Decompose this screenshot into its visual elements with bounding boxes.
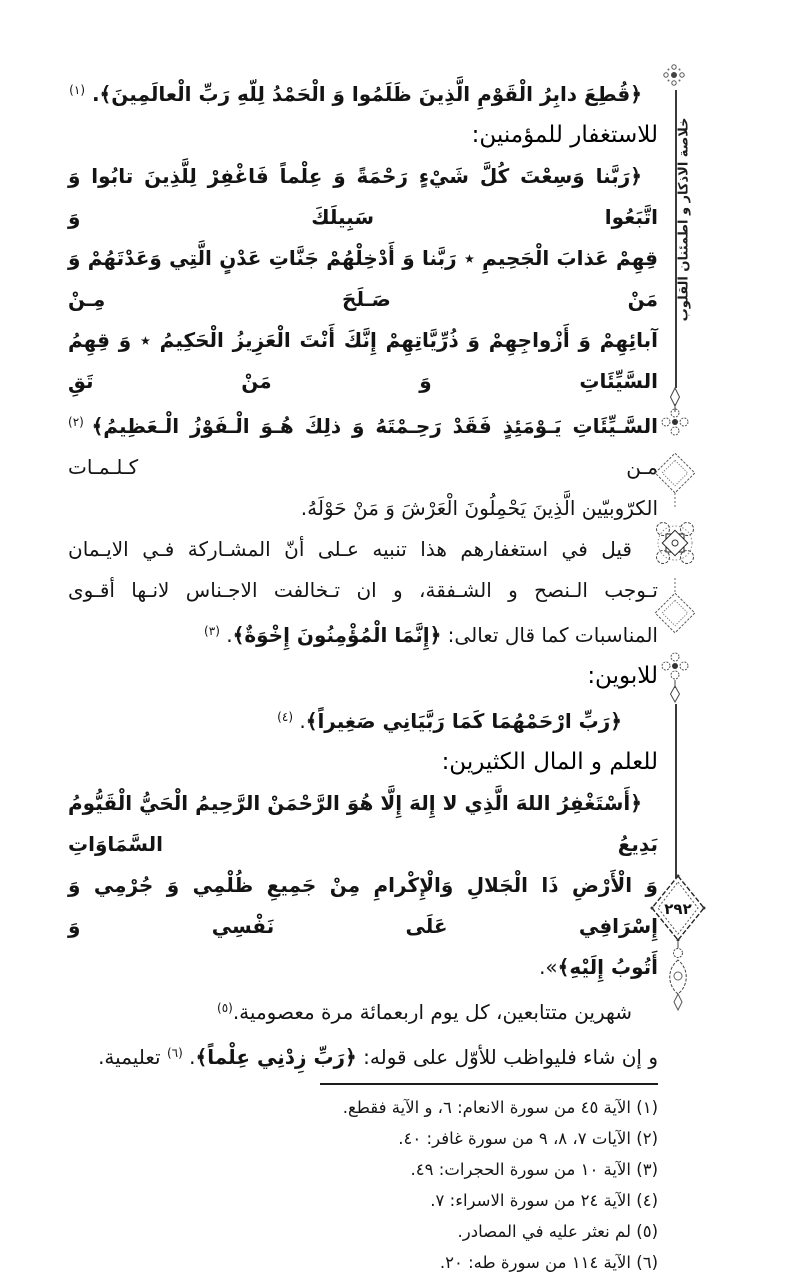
text-run-plain: شهرين متتابعين، كل يوم اربعمائة مرة معصومية. — [232, 1000, 632, 1024]
main-text-block — [68, 70, 658, 1278]
prose-karubiyyin — [68, 488, 658, 529]
verse-ghafir-1 — [68, 156, 658, 238]
page-number: ٢٩٢ — [664, 900, 692, 918]
heading-ilm-mal — [68, 742, 658, 783]
text-run-sup: (٢) — [68, 415, 92, 429]
text-run-plain: مـن كـلـمـات — [68, 455, 658, 479]
arabesque-chain-icon — [654, 388, 696, 704]
verse-destruction — [68, 70, 658, 115]
text-run-plain: الكرّوبيّين — [575, 496, 658, 520]
text-run-plain: و إن شاء فليواظب للأوّل على قوله: — [356, 1045, 658, 1069]
running-side-title: خلاصة الاذكار و اطمئنان القلوب — [676, 117, 692, 322]
text-run-plain: . — [219, 623, 233, 647]
heading-istighfar-muminin — [68, 115, 658, 156]
text-run-verse: ﴿قُطِعَ دابِرُ الْقَوْمِ الَّذِينَ ظَلَمُوا وَ الْحَمْدُ لِلّهِ رَبِّ الْعالَمِينَ﴾. — [85, 82, 642, 106]
prose-qila-2 — [68, 570, 658, 611]
text-run-plain: الَّذِينَ يَحْمِلُونَ الْعَرْشَ وَ مَنْ حَوْلَهُ. — [300, 496, 576, 520]
top-finial-icon — [661, 62, 687, 88]
prose-qila-1 — [68, 529, 658, 570]
text-run-sup: (٦) — [166, 1046, 183, 1060]
page-number-badge — [650, 874, 706, 944]
footnote-1: (١) الآية ٤٥ من سورة الانعام: ٦، و الآية فقطع. — [342, 1098, 658, 1117]
text-run-verse: أَتُوبُ إِلَيْهِ﴾ — [557, 955, 658, 979]
footnote-6: (٦) الآية ١١٤ من سورة طه: ٢٠. — [439, 1253, 658, 1272]
verse-parents — [68, 697, 658, 742]
text-run-sup: (١) — [69, 83, 85, 97]
text-run-verse: ﴿رَبِّ زِدْنِي عِلْماً﴾ — [195, 1045, 357, 1069]
pendant-ornament-icon — [660, 942, 696, 1014]
text-run-sup: (٣) — [204, 624, 220, 638]
text-run-verse: وَ الْأَرْضِ ذَا الْجَلالِ وَالْإِكْرامِ مِنْ جَمِيعِ ظُلْمِي وَ جُرْمِي وَ إِسْرَافِي عَلَى نَفْسِي وَ — [68, 873, 658, 938]
heading-abawayn — [68, 656, 658, 697]
footnote-4: (٤) الآية ٢٤ من سورة الاسراء: ٧. — [430, 1191, 658, 1210]
verse-astaghfir-2 — [68, 865, 658, 947]
text-run-plain: تعليمية. — [98, 1045, 167, 1069]
prose-in-shaa — [68, 1033, 658, 1078]
prose-qila-3 — [68, 611, 658, 656]
verse-ghafir-3 — [68, 320, 658, 402]
footnote-5: (٥) لم نعثر عليه في المصادر. — [457, 1222, 658, 1241]
verse-ghafir-2 — [68, 238, 658, 320]
text-run-sup: (٤) — [277, 710, 293, 724]
verse-astaghfir-1 — [68, 783, 658, 865]
verse-astaghfir-3 — [68, 947, 658, 988]
text-run-plain: تـوجب الـنصح و الشـفقة، و ان تـخالفت الاجـناس لانـها أقـوى — [68, 578, 658, 602]
text-run-plain: للاستغفار للمؤمنين: — [471, 122, 658, 148]
text-run-plain: للابوين: — [587, 663, 658, 689]
text-run-plain: المناسبات كما قال تعالى: — [441, 623, 658, 647]
text-run-verse: آبائِهِمْ وَ أَزْواجِهِمْ وَ ذُرِّيَّاتِهِمْ إِنَّكَ أَنْتَ الْعَزِيزُ الْحَكِيمُ ٭ وَ قِهِمُ السَّيِّئَاتِ وَ مَنْ تَقِ — [68, 328, 658, 393]
verse-ghafir-4 — [68, 402, 658, 488]
text-run-plain: ». — [539, 955, 558, 979]
text-run-plain: قيل في استغفارهم هذا تنبيه عـلى أنّ المشـاركة فـي الايـمان — [68, 537, 632, 561]
text-run-plain: للعلم و المال الكثيرين: — [441, 749, 658, 775]
footnote-3: (٣) الآية ١٠ من سورة الحجرات: ٤٩. — [410, 1160, 658, 1179]
footnote-2: (٢) الآيات ٧، ٨، ٩ من سورة غافر: ٤٠. — [398, 1129, 658, 1148]
text-run-verse: قِهِمْ عَذابَ الْجَحِيمِ ٭ رَبَّنا وَ أَدْخِلْهُمْ جَنَّاتِ عَدْنٍ الَّتِي وَعَدْتَهُمْ وَ مَنْ صَـلَحَ مِـنْ — [68, 246, 658, 311]
footnote-separator — [320, 1083, 658, 1085]
text-run-verse: ﴿رَبِّ ارْحَمْهُمَا كَمَا رَبَّيَانِي صَغِيراً﴾ — [305, 709, 622, 733]
text-run-plain: . — [293, 709, 306, 733]
text-run-verse: السَّـيِّئَاتِ يَـوْمَئِذٍ فَقَدْ رَحِـمْتَهُ وَ ذلِكَ هُـوَ الْـفَوْزُ الْـعَظِيمُ﴾ — [91, 414, 658, 438]
text-run-sup: (٥) — [217, 1001, 233, 1015]
text-run-verse: ﴿إِنَّمَا الْمُؤْمِنُونَ إِخْوَةٌ﴾ — [232, 623, 442, 647]
text-run-verse: ﴿رَبَّنا وَسِعْتَ كُلَّ شَيْءٍ رَحْمَةً وَ عِلْماً فَاغْفِرْ لِلَّذِينَ تابُوا وَ اتَّبَعُوا سَبِيلَكَ وَ — [68, 164, 658, 229]
text-run-verse: ﴿أَسْتَغْفِرُ اللهَ الَّذِي لا إِلهَ إِلَّا هُوَ الرَّحْمَنْ الرَّحِيمُ الْحَيُّ الْقَيُّومُ بَدِيعُ السَّمَاوَاتِ — [68, 791, 658, 856]
prose-shahrayn — [68, 988, 658, 1033]
text-run-plain: . — [182, 1045, 196, 1069]
footnotes-block — [68, 1092, 658, 1278]
margin-rule-bottom — [675, 704, 677, 878]
